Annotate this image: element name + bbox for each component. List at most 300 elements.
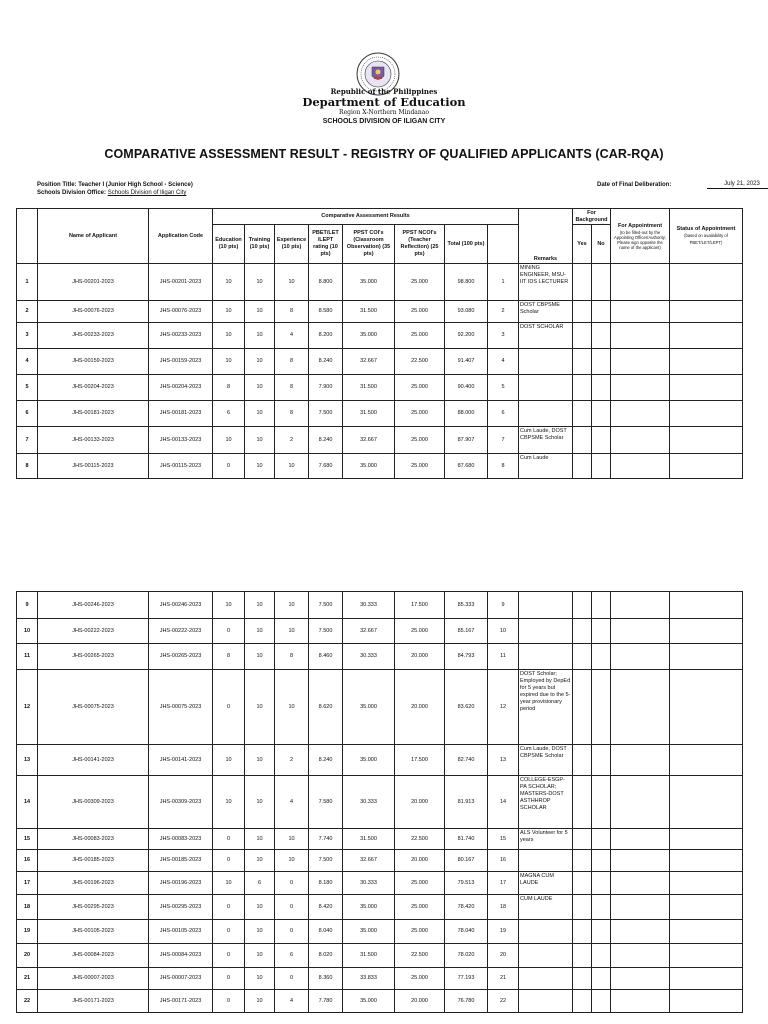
total-score-cell: 98.800 — [445, 264, 488, 301]
status-cell — [670, 592, 743, 619]
appointment-cell — [611, 401, 670, 427]
ncoi-score-cell: 20.000 — [395, 670, 445, 745]
status-cell — [670, 670, 743, 745]
appointment-cell — [611, 301, 670, 323]
no-cell — [592, 592, 611, 619]
table-row — [17, 401, 743, 427]
remarks-cell: Cum Laude, DOST CBPSME Scholar — [519, 745, 573, 776]
application-code-cell: JHS-00222-2023 — [149, 619, 213, 644]
ncoi-score-cell: 22.500 — [395, 944, 445, 968]
experience-score-cell: 8 — [275, 644, 309, 670]
yes-cell — [573, 895, 592, 920]
training-score-cell: 10 — [245, 990, 275, 1013]
total-score-cell: 87.680 — [445, 454, 488, 479]
remarks-cell: Cum Laude — [519, 454, 573, 479]
row-number-cell: 17 — [17, 872, 38, 895]
coi-score-cell: 30.333 — [343, 592, 395, 619]
total-score-cell: 90.400 — [445, 375, 488, 401]
pbet-rating-cell: 8.620 — [309, 670, 343, 745]
total-score-cell: 93.080 — [445, 301, 488, 323]
rank-cell: 22 — [488, 990, 519, 1013]
yes-cell — [573, 349, 592, 375]
application-code-cell: JHS-00201-2023 — [149, 264, 213, 301]
no-cell — [592, 323, 611, 349]
yes-cell — [573, 427, 592, 454]
applicant-name-cell: JHS-00115-2023 — [38, 454, 149, 479]
table-row — [17, 872, 743, 895]
yes-cell — [573, 264, 592, 301]
remarks-cell: CUM LAUDE — [519, 895, 573, 920]
training-score-cell: 10 — [245, 920, 275, 944]
coi-score-cell: 35.000 — [343, 745, 395, 776]
yes-cell — [573, 829, 592, 850]
application-code-cell: JHS-00265-2023 — [149, 644, 213, 670]
training-score-cell: 10 — [245, 375, 275, 401]
rank-cell: 5 — [488, 375, 519, 401]
rank-cell: 4 — [488, 349, 519, 375]
republic-heading: Republic of the Philippines — [330, 87, 438, 96]
application-code-cell: JHS-00196-2023 — [149, 872, 213, 895]
education-score-cell: 10 — [213, 776, 245, 829]
training-score-cell: 10 — [245, 644, 275, 670]
ncoi-score-cell: 25.000 — [395, 920, 445, 944]
table-row — [17, 264, 743, 301]
yes-cell — [573, 776, 592, 829]
total-score-cell: 88.000 — [445, 401, 488, 427]
table-row — [17, 454, 743, 479]
education-score-cell: 6 — [213, 401, 245, 427]
education-score-cell: 0 — [213, 920, 245, 944]
coi-score-cell: 30.333 — [343, 776, 395, 829]
table-row — [17, 301, 743, 323]
applicant-name-cell: JHS-00222-2023 — [38, 619, 149, 644]
applicant-name-cell: JHS-00171-2023 — [38, 990, 149, 1013]
experience-score-cell: 0 — [275, 895, 309, 920]
remarks-cell — [519, 349, 573, 375]
office-line — [37, 189, 186, 198]
experience-score-cell: 8 — [275, 401, 309, 427]
rank-cell: 11 — [488, 644, 519, 670]
remarks-cell — [519, 850, 573, 872]
experience-score-cell: 8 — [275, 301, 309, 323]
yes-cell — [573, 872, 592, 895]
remarks-cell — [519, 968, 573, 990]
experience-score-cell: 0 — [275, 872, 309, 895]
status-cell — [670, 895, 743, 920]
total-score-cell: 87.907 — [445, 427, 488, 454]
applicant-name-cell: JHS-00133-2023 — [38, 427, 149, 454]
row-number-cell: 18 — [17, 895, 38, 920]
applicant-name-cell: JHS-00265-2023 — [38, 644, 149, 670]
total-score-cell: 83.620 — [445, 670, 488, 745]
status-cell — [670, 745, 743, 776]
position-label: Position Title: — [37, 182, 77, 188]
education-score-cell: 0 — [213, 895, 245, 920]
row-number-cell: 1 — [17, 264, 38, 301]
coi-score-cell: 35.000 — [343, 264, 395, 301]
col-coi-header: PPST COI's (Classroom Observation) (35 pts) — [343, 225, 395, 264]
application-code-cell: JHS-00075-2023 — [149, 670, 213, 745]
status-cell — [670, 401, 743, 427]
row-number-cell: 22 — [17, 990, 38, 1013]
pbet-rating-cell: 7.740 — [309, 829, 343, 850]
applicant-name-cell: JHS-00201-2023 — [38, 264, 149, 301]
education-score-cell: 0 — [213, 850, 245, 872]
total-score-cell: 79.513 — [445, 872, 488, 895]
col-name-header: Name of Applicant — [38, 209, 149, 264]
status-cell — [670, 968, 743, 990]
division-heading: SCHOOLS DIVISION OF ILIGAN CITY — [322, 118, 446, 125]
remarks-cell — [519, 619, 573, 644]
pbet-rating-cell: 7.500 — [309, 401, 343, 427]
education-score-cell: 8 — [213, 644, 245, 670]
status-cell — [670, 872, 743, 895]
col-ncoi-header: PPST NCOI's (Teacher Reflection) (25 pts) — [395, 225, 445, 264]
training-score-cell: 10 — [245, 592, 275, 619]
col-pbet-header: PBET/LET /LEPT rating (10 pts) — [309, 225, 343, 264]
status-cell — [670, 323, 743, 349]
application-code-cell: JHS-00007-2023 — [149, 968, 213, 990]
col-code-header: Application Code — [149, 209, 213, 264]
pbet-rating-cell: 7.680 — [309, 454, 343, 479]
pbet-rating-cell: 7.900 — [309, 375, 343, 401]
table-row — [17, 375, 743, 401]
ncoi-score-cell: 25.000 — [395, 401, 445, 427]
experience-score-cell: 10 — [275, 619, 309, 644]
pbet-rating-cell: 7.500 — [309, 850, 343, 872]
application-code-cell: JHS-00076-2023 — [149, 301, 213, 323]
registry-body-page-1 — [17, 264, 743, 479]
no-cell — [592, 375, 611, 401]
status-cell — [670, 264, 743, 301]
appointment-cell — [611, 968, 670, 990]
ncoi-score-cell: 20.000 — [395, 990, 445, 1013]
yes-cell — [573, 619, 592, 644]
pbet-rating-cell: 8.200 — [309, 323, 343, 349]
col-appointment-header: For Appointment (to be filled-out by the Appointing Officer/Authority; Please sign opposite the name of the applicant) — [611, 209, 670, 264]
total-score-cell: 91.407 — [445, 349, 488, 375]
row-number-cell: 3 — [17, 323, 38, 349]
yes-cell — [573, 401, 592, 427]
training-score-cell: 10 — [245, 427, 275, 454]
appointment-cell — [611, 592, 670, 619]
table-row — [17, 745, 743, 776]
experience-score-cell: 8 — [275, 349, 309, 375]
col-remarks-header: Remarks — [519, 209, 573, 264]
table-row — [17, 968, 743, 990]
row-number-cell: 4 — [17, 349, 38, 375]
application-code-cell: JHS-00309-2023 — [149, 776, 213, 829]
yes-cell — [573, 301, 592, 323]
table-row — [17, 592, 743, 619]
table-row — [17, 427, 743, 454]
experience-score-cell: 0 — [275, 968, 309, 990]
experience-score-cell: 4 — [275, 776, 309, 829]
ncoi-score-cell: 25.000 — [395, 323, 445, 349]
remarks-cell — [519, 944, 573, 968]
applicant-name-cell: JHS-00141-2023 — [38, 745, 149, 776]
appointment-cell — [611, 776, 670, 829]
status-cell — [670, 850, 743, 872]
rank-cell: 9 — [488, 592, 519, 619]
remarks-cell — [519, 375, 573, 401]
training-score-cell: 10 — [245, 301, 275, 323]
total-score-cell: 92.200 — [445, 323, 488, 349]
experience-score-cell: 2 — [275, 427, 309, 454]
row-number-cell: 20 — [17, 944, 38, 968]
education-score-cell: 10 — [213, 349, 245, 375]
rank-cell: 10 — [488, 619, 519, 644]
experience-score-cell: 10 — [275, 850, 309, 872]
application-code-cell: JHS-00204-2023 — [149, 375, 213, 401]
total-score-cell: 85.167 — [445, 619, 488, 644]
experience-score-cell: 10 — [275, 829, 309, 850]
pbet-rating-cell: 7.500 — [309, 619, 343, 644]
pbet-rating-cell: 8.040 — [309, 920, 343, 944]
remarks-cell — [519, 920, 573, 944]
appointment-cell — [611, 670, 670, 745]
no-cell — [592, 670, 611, 745]
row-number-cell: 21 — [17, 968, 38, 990]
training-score-cell: 10 — [245, 401, 275, 427]
appointment-cell — [611, 454, 670, 479]
appointment-cell — [611, 644, 670, 670]
registry-table-page-1 — [16, 208, 743, 479]
training-score-cell: 10 — [245, 619, 275, 644]
rank-cell: 15 — [488, 829, 519, 850]
experience-score-cell: 2 — [275, 745, 309, 776]
office-value: Schools Division of Iligan City — [107, 190, 187, 196]
rank-cell: 17 — [488, 872, 519, 895]
no-cell — [592, 968, 611, 990]
education-score-cell: 10 — [213, 745, 245, 776]
yes-cell — [573, 323, 592, 349]
table-row — [17, 895, 743, 920]
training-score-cell: 10 — [245, 850, 275, 872]
status-cell — [670, 829, 743, 850]
experience-score-cell: 10 — [275, 454, 309, 479]
coi-score-cell: 31.500 — [343, 829, 395, 850]
remarks-cell: DOST SCHOLAR — [519, 323, 573, 349]
applicant-name-cell: JHS-00007-2023 — [38, 968, 149, 990]
rank-cell: 8 — [488, 454, 519, 479]
table-row — [17, 670, 743, 745]
rank-cell: 13 — [488, 745, 519, 776]
coi-score-cell: 30.333 — [343, 644, 395, 670]
remarks-cell — [519, 401, 573, 427]
appointment-cell — [611, 895, 670, 920]
education-score-cell: 0 — [213, 454, 245, 479]
application-code-cell: JHS-00115-2023 — [149, 454, 213, 479]
rank-cell: 1 — [488, 264, 519, 301]
no-cell — [592, 776, 611, 829]
col-experience-header: Experience (10 pts) — [275, 225, 309, 264]
ncoi-score-cell: 25.000 — [395, 427, 445, 454]
education-score-cell: 8 — [213, 375, 245, 401]
table-row — [17, 323, 743, 349]
rank-cell: 7 — [488, 427, 519, 454]
yes-cell — [573, 592, 592, 619]
no-cell — [592, 745, 611, 776]
total-score-cell: 81.913 — [445, 776, 488, 829]
yes-cell — [573, 644, 592, 670]
application-code-cell: JHS-00133-2023 — [149, 427, 213, 454]
experience-score-cell: 6 — [275, 944, 309, 968]
applicant-name-cell: JHS-00105-2023 — [38, 920, 149, 944]
no-cell — [592, 349, 611, 375]
status-cell — [670, 427, 743, 454]
rank-cell: 18 — [488, 895, 519, 920]
status-cell — [670, 644, 743, 670]
remarks-cell: ALS Volunteer for 5 years — [519, 829, 573, 850]
ncoi-score-cell: 25.000 — [395, 968, 445, 990]
total-score-cell: 80.167 — [445, 850, 488, 872]
experience-score-cell: 4 — [275, 323, 309, 349]
training-score-cell: 10 — [245, 895, 275, 920]
applicant-name-cell: JHS-00309-2023 — [38, 776, 149, 829]
rank-cell: 16 — [488, 850, 519, 872]
appointment-cell — [611, 829, 670, 850]
row-number-cell: 7 — [17, 427, 38, 454]
training-score-cell: 10 — [245, 264, 275, 301]
table-row — [17, 944, 743, 968]
total-score-cell: 78.020 — [445, 944, 488, 968]
ncoi-score-cell: 20.000 — [395, 644, 445, 670]
application-code-cell: JHS-00105-2023 — [149, 920, 213, 944]
ncoi-score-cell: 20.000 — [395, 850, 445, 872]
education-score-cell: 10 — [213, 301, 245, 323]
appointment-cell — [611, 619, 670, 644]
pbet-rating-cell: 8.240 — [309, 349, 343, 375]
total-score-cell: 82.740 — [445, 745, 488, 776]
applicant-name-cell: JHS-00196-2023 — [38, 872, 149, 895]
coi-score-cell: 33.833 — [343, 968, 395, 990]
training-score-cell: 10 — [245, 745, 275, 776]
remarks-cell: DOST CBPSME Scholar — [519, 301, 573, 323]
education-score-cell: 0 — [213, 990, 245, 1013]
coi-score-cell: 31.500 — [343, 301, 395, 323]
no-cell — [592, 920, 611, 944]
coi-score-cell: 32.667 — [343, 349, 395, 375]
no-cell — [592, 829, 611, 850]
total-score-cell: 81.740 — [445, 829, 488, 850]
no-cell — [592, 895, 611, 920]
education-score-cell: 10 — [213, 264, 245, 301]
table-row — [17, 920, 743, 944]
education-score-cell: 0 — [213, 944, 245, 968]
row-number-cell: 2 — [17, 301, 38, 323]
yes-cell — [573, 990, 592, 1013]
table-row — [17, 644, 743, 670]
row-number-cell: 5 — [17, 375, 38, 401]
coi-score-cell: 35.000 — [343, 323, 395, 349]
no-cell — [592, 454, 611, 479]
appointment-cell — [611, 745, 670, 776]
no-cell — [592, 427, 611, 454]
remarks-cell: COLLEGE-ESGP-PA SCHOLAR; MASTERS-DOST ASTHHROP SCHOLAR — [519, 776, 573, 829]
row-number-cell: 13 — [17, 745, 38, 776]
row-number-cell: 19 — [17, 920, 38, 944]
remarks-cell: DOST Scholar; Employed by DepEd for 5 years but expired due to the 5-year provisionary period — [519, 670, 573, 745]
registry-table-page-2 — [16, 591, 743, 1013]
row-number-cell: 10 — [17, 619, 38, 644]
applicant-name-cell: JHS-00204-2023 — [38, 375, 149, 401]
yes-cell — [573, 850, 592, 872]
yes-cell — [573, 920, 592, 944]
row-number-cell: 8 — [17, 454, 38, 479]
rank-cell: 6 — [488, 401, 519, 427]
pbet-rating-cell: 8.240 — [309, 745, 343, 776]
coi-score-cell: 35.000 — [343, 670, 395, 745]
experience-score-cell: 8 — [275, 375, 309, 401]
remarks-cell — [519, 644, 573, 670]
pbet-rating-cell: 7.580 — [309, 776, 343, 829]
rank-cell: 12 — [488, 670, 519, 745]
pbet-rating-cell: 8.360 — [309, 968, 343, 990]
total-score-cell: 85.333 — [445, 592, 488, 619]
training-score-cell: 10 — [245, 349, 275, 375]
applicant-name-cell: JHS-00076-2023 — [38, 301, 149, 323]
remarks-cell: MAGNA CUM LAUDE — [519, 872, 573, 895]
ncoi-score-cell: 17.500 — [395, 745, 445, 776]
appointment-cell — [611, 920, 670, 944]
total-score-cell: 78.420 — [445, 895, 488, 920]
rank-cell: 21 — [488, 968, 519, 990]
status-cell — [670, 619, 743, 644]
education-score-cell: 10 — [213, 323, 245, 349]
yes-cell — [573, 454, 592, 479]
pbet-rating-cell: 8.240 — [309, 427, 343, 454]
ncoi-score-cell: 17.500 — [395, 592, 445, 619]
yes-cell — [573, 968, 592, 990]
yes-cell — [573, 375, 592, 401]
applicant-name-cell: JHS-00181-2023 — [38, 401, 149, 427]
col-group-header: Comparative Assessment Results — [213, 209, 519, 225]
applicant-name-cell: JHS-00246-2023 — [38, 592, 149, 619]
appointment-cell — [611, 323, 670, 349]
status-cell — [670, 349, 743, 375]
applicant-name-cell: JHS-00075-2023 — [38, 670, 149, 745]
remarks-cell: MINING ENGINEER, MSU-IIT IDS LECTURER — [519, 264, 573, 301]
status-cell — [670, 920, 743, 944]
application-code-cell: JHS-00295-2023 — [149, 895, 213, 920]
pbet-rating-cell: 8.800 — [309, 264, 343, 301]
experience-score-cell: 10 — [275, 264, 309, 301]
deliberation-date: July 21, 2023 — [707, 180, 768, 189]
appointment-cell — [611, 990, 670, 1013]
status-cell — [670, 454, 743, 479]
position-value: Teacher I (Junior High School - Science) — [78, 182, 193, 188]
training-score-cell: 10 — [245, 776, 275, 829]
education-score-cell: 10 — [213, 427, 245, 454]
col-total-header: Total (100 pts) — [445, 225, 488, 264]
ncoi-score-cell: 25.000 — [395, 264, 445, 301]
training-score-cell: 10 — [245, 944, 275, 968]
no-cell — [592, 944, 611, 968]
col-status-header: Status of Appointment (based on availability of PBET/LET/LEPT) — [670, 209, 743, 264]
table-row — [17, 829, 743, 850]
coi-score-cell: 35.000 — [343, 454, 395, 479]
coi-score-cell: 32.667 — [343, 427, 395, 454]
experience-score-cell: 10 — [275, 592, 309, 619]
ncoi-score-cell: 22.500 — [395, 349, 445, 375]
no-cell — [592, 619, 611, 644]
coi-score-cell: 30.333 — [343, 872, 395, 895]
col-number-header — [17, 209, 38, 264]
education-score-cell: 0 — [213, 619, 245, 644]
col-education-header: Education (10 pts) — [213, 225, 245, 264]
department-heading: Department of Education — [302, 95, 466, 109]
